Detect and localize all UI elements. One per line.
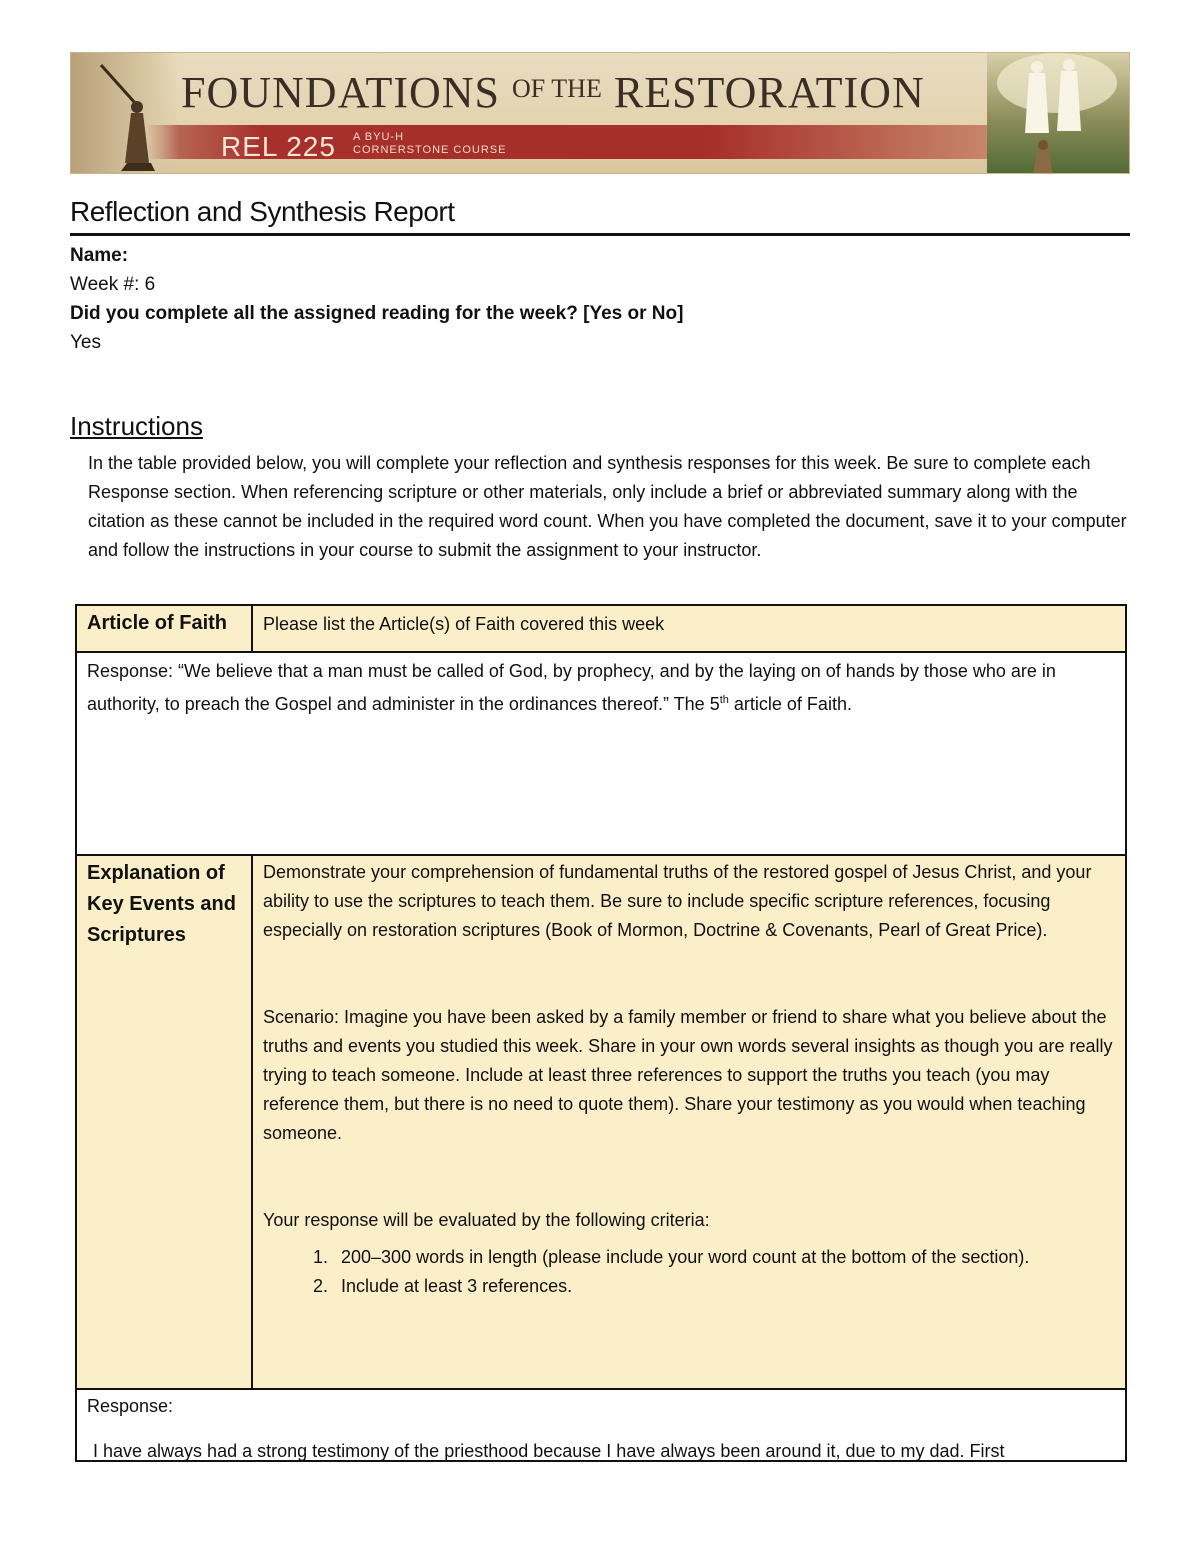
banner-title-of-the: OF THE	[512, 74, 602, 103]
banner-subtitle: A BYU-H CORNERSTONE COURSE	[353, 131, 507, 156]
article-label: Article of Faith	[87, 612, 228, 634]
heavenly-messengers-icon	[987, 53, 1129, 174]
article-prompt-cell	[253, 606, 1125, 651]
reading-question: Did you complete all the assigned reading for the week? [Yes or No]	[70, 303, 684, 324]
week-label: Week #: 6	[70, 274, 156, 295]
article-response[interactable]: Response: “We believe that a man must be called of God, by prophecy, and by the laying on of hands by those who are in authority, to preach the Gospel and administer in the ordinances thereof.” The 5th article of Faith.	[87, 661, 1056, 714]
criteria-intro: Your response will be evaluated by the following criteria:	[263, 1210, 710, 1230]
article-response-cell[interactable]	[77, 653, 1125, 854]
explanation-label-cell	[77, 856, 251, 1388]
banner-title: FOUNDATIONS $^{OF THE}$ RESTORATION	[181, 68, 925, 117]
explanation-response-cell[interactable]	[77, 1390, 1125, 1460]
explanation-paragraph-1: Demonstrate your comprehension of fundamental truths of the restored gospel of Jesus Christ, and your ability to use the scriptures to teach them. Be sure to include specific scripture references, focusing especially on restoration scriptures (Book of Mormon, Doctrine & Covenants, Pearl of Great Price).	[263, 862, 1092, 940]
article-label-cell	[77, 606, 251, 651]
explanation-prompt-cell	[253, 856, 1125, 1388]
scenario-paragraph: Scenario: Imagine you have been asked by a family member or friend to share what you believe about the truths and events you studied this week. Share in your own words several insights as though you are really trying to teach someone. Include at least three references to support the truths you teach (you may reference them, but there is no need to quote them). Share your testimony as you would when teaching someone.	[263, 1007, 1113, 1143]
criteria-item: 2. Include at least 3 references.	[333, 1272, 1115, 1301]
criteria-list	[263, 1243, 1115, 1301]
banner-course-code: REL 225	[221, 131, 336, 162]
instructions-heading: Instructions	[70, 411, 203, 441]
column-divider	[251, 606, 253, 651]
reading-answer[interactable]: Yes	[70, 332, 101, 353]
banner-left-photo	[71, 53, 179, 174]
reflection-table	[75, 604, 1127, 1462]
instructions-body: In the table provided below, you will complete your reflection and synthesis responses for this week. Be sure to complete each Response section. When referencing scripture or other materials, only include a brief or abbreviated summary along with the citation as these cannot be included in the required word count. When you have completed the document, save it to your computer and follow the instructions in your course to submit the assignment to your instructor.	[88, 453, 1127, 560]
angel-moroni-icon	[91, 63, 171, 173]
criteria-item: 1. 200–300 words in length (please include your word count at the bottom of the section).	[333, 1243, 1115, 1272]
course-banner	[70, 52, 1130, 174]
banner-right-photo	[987, 53, 1129, 174]
report-info	[70, 241, 683, 357]
article-row	[77, 606, 1125, 651]
response-text[interactable]: I have always had a strong testimony of the priesthood because I have always been around it, due to my dad. First	[93, 1441, 1005, 1461]
response-label: Response:	[87, 1396, 174, 1416]
explanation-row	[77, 856, 1125, 1388]
explanation-label: Explanation of Key Events and Scriptures	[87, 862, 236, 946]
article-prompt: Please list the Article(s) of Faith covered this week	[263, 614, 665, 634]
name-label: Name:	[70, 245, 129, 266]
report-title: Reflection and Synthesis Report	[70, 196, 1130, 236]
column-divider	[251, 856, 253, 1388]
